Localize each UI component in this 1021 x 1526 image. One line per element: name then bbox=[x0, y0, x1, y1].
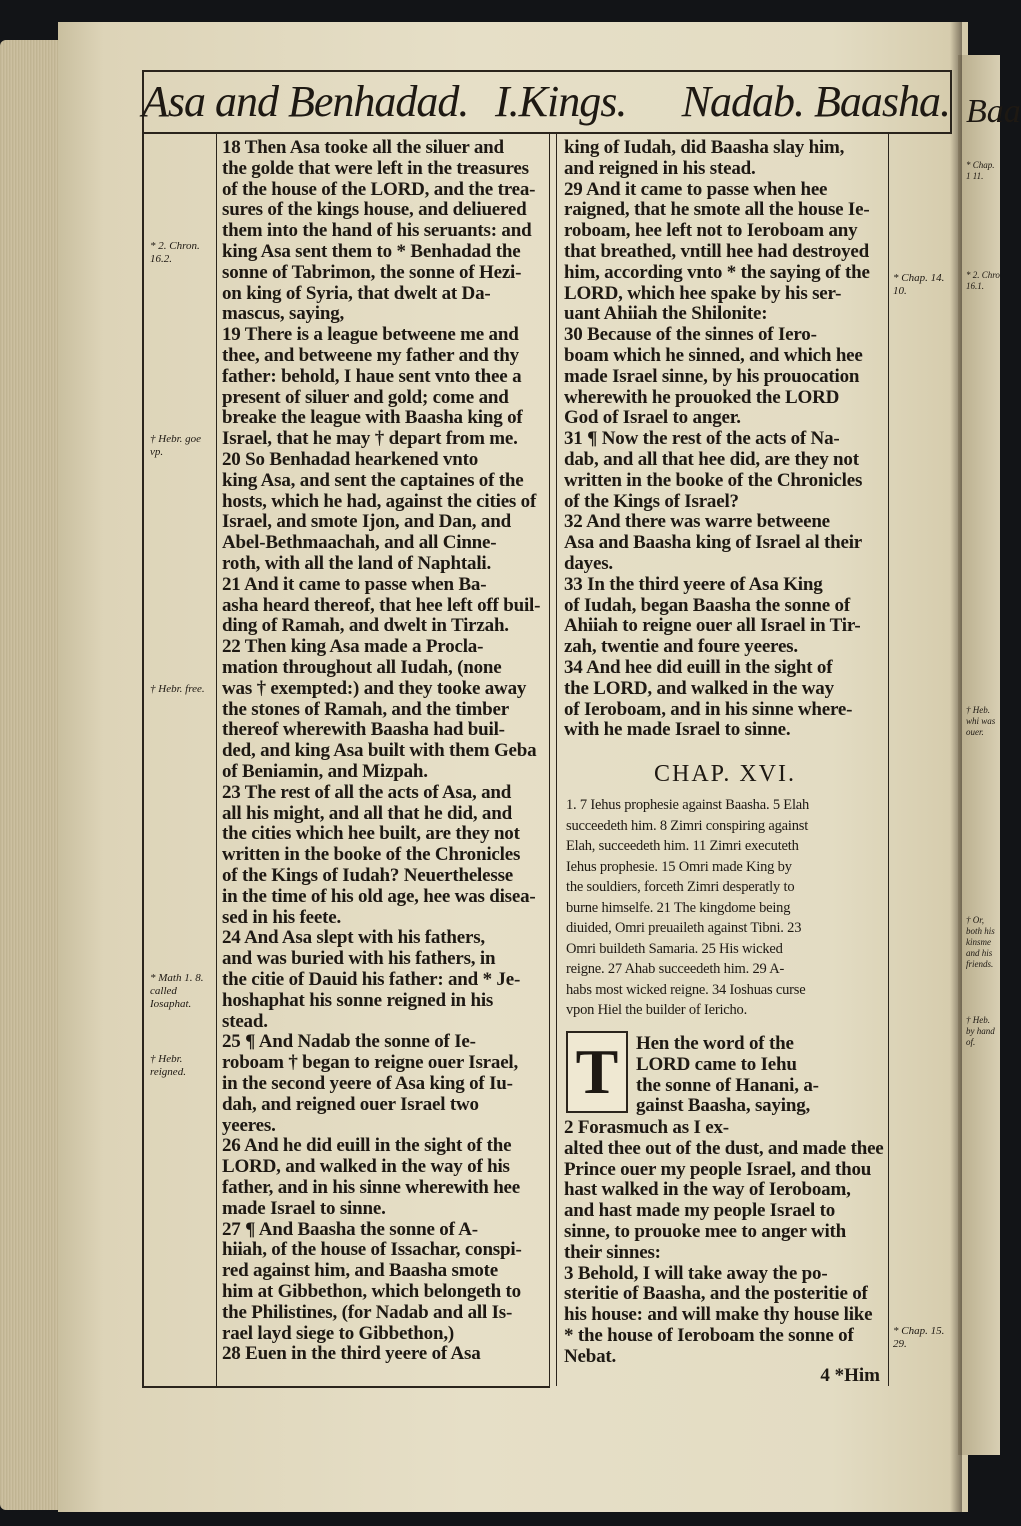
text-line: Ahiiah to reigne ouer all Israel in Tir- bbox=[564, 615, 861, 637]
next-page-note: † Heb. by hand of. bbox=[966, 1015, 995, 1047]
margin-note: * Chap. 15. 29. bbox=[893, 1325, 945, 1350]
margin-note: * 2. Chron. 16.2. bbox=[150, 240, 200, 265]
text-line: Abel-Bethmaachah, and all Cinne- bbox=[222, 532, 497, 554]
text-line: king of Iudah, did Baasha slay him, bbox=[564, 137, 845, 158]
next-page-note: † Or, both his kinsme and his friends. bbox=[966, 915, 995, 969]
text-line: burne himselfe. 21 The kingdome being bbox=[566, 899, 791, 916]
text-line: red against him, and Baasha smote bbox=[222, 1260, 498, 1282]
header-bottom-rule bbox=[142, 132, 952, 134]
text-line: 30 Because of the sinnes of Iero- bbox=[564, 324, 817, 346]
text-line: raigned, that he smote all the house Ie- bbox=[564, 199, 870, 221]
text-line: king Asa, and sent the captaines of the bbox=[222, 469, 524, 491]
margin-note: † Hebr. goe vp. bbox=[150, 433, 202, 458]
text-line: 27 ¶ And Baasha the sonne of A- bbox=[222, 1218, 478, 1240]
text-line: and was buried with his fathers, in bbox=[222, 948, 496, 970]
text-line: 25 ¶ And Nadab the sonne of Ie- bbox=[222, 1031, 476, 1053]
text-line: roth, with all the land of Naphtali. bbox=[222, 553, 492, 574]
next-page-note: † Heb. whi was ouer. bbox=[966, 705, 996, 737]
text-line: LORD came to Iehu bbox=[636, 1053, 797, 1075]
text-line: of Beniamin, and Mizpah. bbox=[222, 761, 428, 782]
text-line: sed in his feete. bbox=[222, 906, 342, 928]
text-line: Israel, and smote Ijon, and Dan, and bbox=[222, 511, 511, 533]
text-line: father: behold, I haue sent vnto thee a bbox=[222, 365, 522, 387]
text-line: stead. bbox=[222, 1010, 268, 1032]
text-line: 18 Then Asa tooke all the siluer and bbox=[222, 137, 504, 158]
text-line: Iehus prophesie. 15 Omri made King by bbox=[566, 858, 792, 875]
text-line: Omri buildeth Samaria. 25 His wicked bbox=[566, 940, 783, 957]
text-line: him at Gibbethon, which belongeth to bbox=[222, 1281, 521, 1302]
text-line: zah, twentie and foure yeeres. bbox=[564, 636, 798, 658]
text-line: 23 The rest of all the acts of Asa, and bbox=[222, 781, 512, 803]
text-line: roboam, hee left not to Ieroboam any bbox=[564, 220, 858, 242]
text-line: * the house of Ieroboam the sonne of bbox=[564, 1325, 854, 1346]
text-line: 20 So Benhadad hearkened vnto bbox=[222, 449, 479, 470]
text-line: dab, and all that hee did, are they not bbox=[564, 449, 859, 470]
text-line: vpon Hiel the builder of Iericho. bbox=[566, 1002, 748, 1018]
text-line: made Israel to sinne. bbox=[222, 1197, 386, 1219]
left-text-column bbox=[222, 138, 544, 1386]
next-page-note: * 2. Chro 16.1. bbox=[966, 270, 1000, 291]
text-line: breake the league with Baasha king of bbox=[222, 407, 523, 429]
text-line: sures of the kings house, and deliuered bbox=[222, 199, 527, 221]
text-line: rael layd siege to Gibbethon,) bbox=[222, 1322, 455, 1344]
text-line: 28 Euen in the third yeere of Asa bbox=[222, 1343, 481, 1365]
margin-divider-right bbox=[888, 134, 889, 1386]
text-line: hosts, which he had, against the cities of bbox=[222, 490, 537, 512]
text-line: Israel, that he may † depart from me. bbox=[222, 428, 518, 450]
text-line: the Philistines, (for Nadab and all Is- bbox=[222, 1301, 513, 1323]
text-line: mascus, saying, bbox=[222, 303, 345, 325]
text-line: king Asa sent them to * Benhadad the bbox=[222, 241, 521, 262]
text-line: 33 In the third yeere of Asa King bbox=[564, 573, 823, 595]
right-column-verses bbox=[564, 138, 884, 758]
frame-right-rule bbox=[950, 70, 952, 134]
book-page-edges bbox=[0, 40, 62, 1510]
decorated-drop-cap: T bbox=[566, 1031, 628, 1113]
text-line: hast walked in the way of Ieroboam, bbox=[564, 1179, 851, 1201]
text-line: dah, and reigned ouer Israel two bbox=[222, 1093, 479, 1115]
next-page-note: * Chap. 1 11. bbox=[966, 160, 995, 181]
header-left-title: Asa and Benhadad. bbox=[142, 77, 469, 126]
running-header bbox=[142, 76, 950, 128]
text-line: the souldiers, forceth Zimri desperatly to bbox=[566, 879, 795, 895]
text-line: Elah, succeedeth him. 11 Zimri executeth bbox=[566, 838, 799, 854]
header-book-title: I.Kings. bbox=[495, 77, 627, 126]
text-line: the cities which hee built, are they not bbox=[222, 823, 520, 845]
margin-note: * Chap. 14. 10. bbox=[893, 272, 945, 297]
text-line: their sinnes: bbox=[564, 1241, 661, 1263]
text-line: thee, and betweene my father and thy bbox=[222, 345, 519, 366]
margin-note: * Math 1. 8. called Iosaphat. bbox=[150, 972, 204, 1010]
text-line: diuided, Omri preuaileth against Tibni. 23 bbox=[566, 920, 802, 936]
text-line: hiiah, of the house of Issachar, conspi- bbox=[222, 1239, 522, 1261]
frame-bottom-rule bbox=[142, 1386, 550, 1388]
text-line: on king of Syria, that dwelt at Da- bbox=[222, 282, 491, 304]
text-line: in the time of his old age, hee was disea- bbox=[222, 885, 536, 907]
text-line: alted thee out of the dust, and made thee bbox=[564, 1137, 884, 1159]
text-line: all his might, and all that he did, and bbox=[222, 802, 512, 824]
header-right-title: Nadab. Baasha. bbox=[681, 77, 950, 126]
text-line: uant Ahiiah the Shilonite: bbox=[564, 303, 768, 325]
right-column-chapter-text bbox=[564, 1118, 884, 1368]
chapter-opening-lines bbox=[636, 1034, 884, 1118]
text-line: Nebat. bbox=[564, 1345, 617, 1367]
text-line: dayes. bbox=[564, 553, 613, 574]
column-divider-right bbox=[556, 134, 557, 1386]
text-line: 26 And he did euill in the sight of the bbox=[222, 1135, 512, 1157]
text-line: roboam † began to reigne ouer Israel, bbox=[222, 1052, 519, 1074]
text-line: him, according vnto * the saying of the bbox=[564, 261, 870, 283]
text-line: sonne of Tabrimon, the sonne of Hezi- bbox=[222, 261, 522, 283]
text-line: LORD, and walked in the way of his bbox=[222, 1156, 510, 1178]
text-line: reigne. 27 Ahab succeedeth him. 29 A- bbox=[566, 961, 785, 977]
text-line: and reigned in his stead. bbox=[564, 157, 756, 179]
text-line: written in the booke of the Chronicles bbox=[564, 469, 863, 491]
text-line: thereof wherewith Baasha had buil- bbox=[222, 719, 505, 741]
text-line: boam which he sinned, and which hee bbox=[564, 345, 863, 366]
next-page-header: Baa bbox=[966, 93, 1021, 130]
text-line: that breathed, vntill hee had destroyed bbox=[564, 241, 870, 262]
text-line: yeeres. bbox=[222, 1114, 276, 1136]
text-line: 24 And Asa slept with his fathers, bbox=[222, 927, 485, 949]
text-line: 19 There is a league betweene me and bbox=[222, 324, 519, 346]
text-line: the LORD, and walked in the way bbox=[564, 677, 834, 699]
text-line: LORD, which hee spake by his ser- bbox=[564, 282, 842, 304]
margin-divider-left bbox=[216, 134, 217, 1386]
text-line: asha heard thereof, that hee left off buil- bbox=[222, 594, 541, 616]
text-line: in the second yeere of Asa king of Iu- bbox=[222, 1073, 513, 1094]
text-line: ded, and king Asa built with them Geba bbox=[222, 740, 537, 762]
text-line: written in the booke of the Chronicles bbox=[222, 844, 521, 866]
text-line: father, and in his sinne wherewith hee bbox=[222, 1177, 521, 1198]
text-line: the sonne of Hanani, a- bbox=[636, 1074, 819, 1096]
text-line: God of Israel to anger. bbox=[564, 407, 741, 429]
text-line: 1. 7 Iehus prophesie against Baasha. 5 Elah bbox=[566, 797, 810, 813]
text-line: the golde that were left in the treasures bbox=[222, 157, 529, 179]
margin-note: † Hebr. free. bbox=[150, 683, 205, 695]
text-line: present of siluer and gold; come and bbox=[222, 386, 509, 408]
text-line: steritie of Baasha, and the posteritie of bbox=[564, 1283, 868, 1305]
chapter-summary bbox=[566, 797, 884, 1027]
text-line: 3 Behold, I will take away the po- bbox=[564, 1262, 828, 1284]
margin-note: † Hebr. reigned. bbox=[150, 1053, 186, 1078]
text-line: gainst Baasha, saying, bbox=[636, 1095, 811, 1117]
text-line: 34 And hee did euill in the sight of bbox=[564, 657, 833, 678]
text-line: mation throughout all Iudah, (none bbox=[222, 657, 502, 678]
text-line: succeedeth him. 8 Zimri conspiring against bbox=[566, 817, 809, 834]
text-line: hoshaphat his sonne reigned in his bbox=[222, 989, 494, 1011]
column-divider-left bbox=[549, 134, 550, 1386]
text-line: 31 ¶ Now the rest of the acts of Na- bbox=[564, 428, 840, 450]
text-line: the citie of Dauid his father: and * Je- bbox=[222, 969, 521, 990]
text-line: was † exempted:) and they tooke away bbox=[222, 677, 527, 699]
text-line: 29 And it came to passe when hee bbox=[564, 178, 828, 200]
text-line: ding of Ramah, and dwelt in Tirzah. bbox=[222, 615, 509, 637]
text-line: of the Kings of Israel? bbox=[564, 490, 739, 512]
text-line: habs most wicked reigne. 34 Ioshuas curse bbox=[566, 981, 806, 998]
text-line: 2 Forasmuch as I ex- bbox=[564, 1117, 729, 1138]
chapter-heading: CHAP. XVI. bbox=[653, 761, 796, 787]
text-line: Prince ouer my people Israel, and thou bbox=[564, 1158, 872, 1180]
text-line: made Israel sinne, by his prouocation bbox=[564, 365, 860, 387]
text-line: the stones of Ramah, and the timber bbox=[222, 698, 509, 720]
text-line: 21 And it came to passe when Ba- bbox=[222, 573, 487, 595]
text-line: Hen the word of the bbox=[636, 1033, 794, 1054]
text-line: 32 And there was warre betweene bbox=[564, 511, 830, 533]
catchword: 4 *Him bbox=[820, 1365, 880, 1386]
next-page-edge bbox=[958, 55, 1021, 1455]
text-line: and hast made my people Israel to bbox=[564, 1200, 836, 1222]
frame-left-rule bbox=[142, 70, 144, 1388]
text-line: wherewith he prouoked the LORD bbox=[564, 386, 840, 408]
text-line: sinne, to prouoke mee to anger with bbox=[564, 1221, 847, 1242]
text-line: of the house of the LORD, and the trea- bbox=[222, 178, 536, 200]
text-line: Asa and Baasha king of Israel al their bbox=[564, 532, 863, 554]
text-line: his house: and will make thy house like bbox=[564, 1304, 873, 1326]
text-line: 22 Then king Asa made a Procla- bbox=[222, 636, 484, 658]
text-line: of Ieroboam, and in his sinne where- bbox=[564, 698, 853, 720]
frame-top-rule bbox=[142, 70, 952, 72]
text-line: of the Kings of Iudah? Neuerthelesse bbox=[222, 865, 513, 886]
gutter-shadow bbox=[950, 22, 962, 1512]
text-line: of Iudah, began Baasha the sonne of bbox=[564, 594, 850, 616]
text-line: with he made Israel to sinne. bbox=[564, 719, 791, 741]
text-line: them into the hand of his seruants: and bbox=[222, 220, 532, 242]
